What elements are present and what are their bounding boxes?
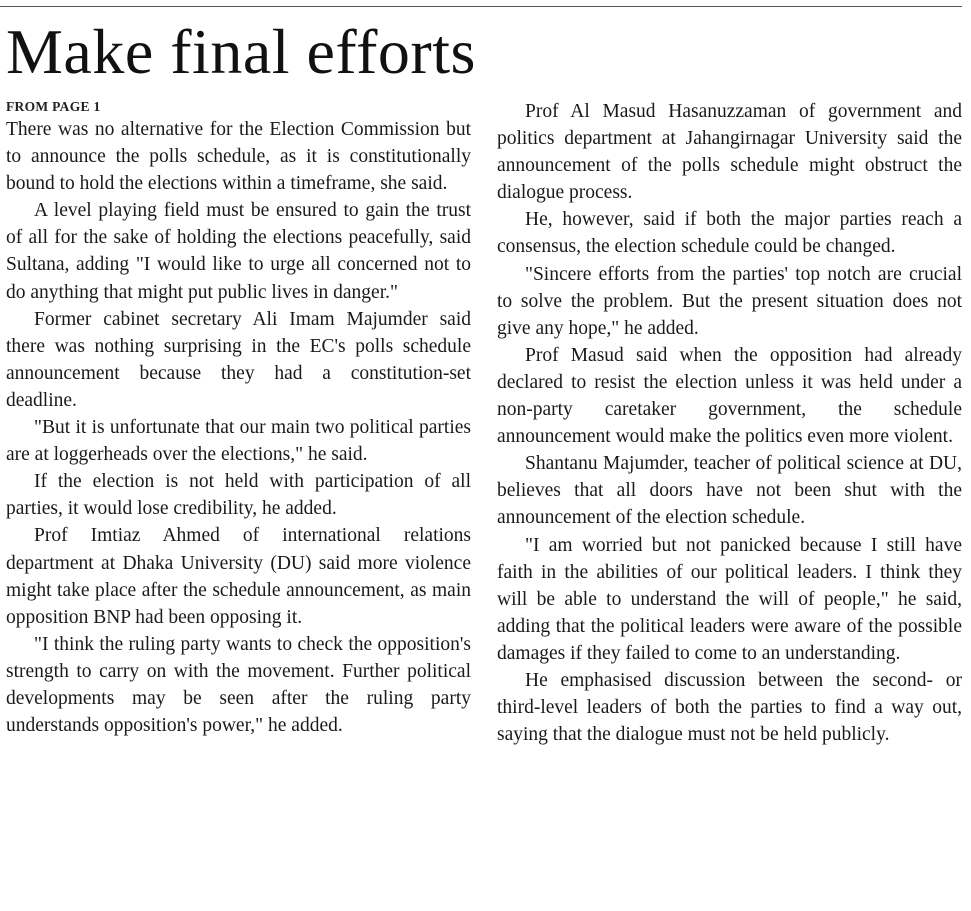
- paragraph: He, however, said if both the major parties reach a consensus, the election schedule could be changed.: [497, 209, 962, 258]
- paragraph: "I am worried but not panicked because I still have faith in the abilities of our political leaders. I think they will be able to understand the will of people," he said, adding that the political leaders were aware of the possible damages if they failed to come to an understanding.: [497, 534, 962, 664]
- paragraph: Prof Al Masud Hasanuzzaman of government and politics department at Jahangirnagar University said the announcement of the polls schedule might obstruct the dialogue process.: [497, 101, 962, 204]
- headline: Make final efforts: [6, 16, 476, 87]
- paragraph: "But it is unfortunate that our main two political parties are at loggerheads over the elections," he said.: [6, 417, 471, 466]
- paragraph: "I think the ruling party wants to check the opposition's strength to carry on with the movement. Further political developments may be seen after the ruling party understands opposition's power," he added.: [6, 633, 471, 737]
- paragraph: Prof Imtiaz Ahmed of international relations department at Dhaka University (DU) said more violence might take place after the schedule announcement, as main opposition BNP had been opposing it.: [6, 525, 471, 628]
- left-column: [6, 98, 471, 739]
- paragraph: There was no alternative for the Election Commission but to announce the polls schedule, as it is constitutionally bound to hold the elections within a timeframe, she said.: [6, 119, 471, 195]
- top-rule: [0, 6, 962, 7]
- paragraph: Shantanu Majumder, teacher of political science at DU, believes that all doors have not been shut with the announcement of the election schedule.: [497, 453, 962, 529]
- paragraph: "Sincere efforts from the parties' top notch are crucial to solve the problem. But the present situation does not give any hope," he added.: [497, 263, 962, 339]
- paragraph: If the election is not held with participation of all parties, it would lose credibility, he added.: [6, 471, 471, 520]
- paragraph: Former cabinet secretary Ali Imam Majumder said there was nothing surprising in the EC's polls schedule announcement because they had a constitution-set deadline.: [6, 308, 471, 411]
- kicker: FROM PAGE 1: [6, 99, 101, 114]
- right-column: [497, 98, 962, 748]
- paragraph: Prof Masud said when the opposition had already declared to resist the election unless it was held under a non-party caretaker government, the schedule announcement would make the politics even more violent.: [497, 344, 962, 448]
- paragraph: A level playing field must be ensured to gain the trust of all for the sake of holding the elections peacefully, said Sultana, adding "I would like to urge all concerned not to do anything that might put public lives in danger.": [6, 200, 471, 303]
- paragraph: He emphasised discussion between the second- or third-level leaders of both the parties to find a way out, saying that the dialogue must not be held publicly.: [497, 669, 962, 746]
